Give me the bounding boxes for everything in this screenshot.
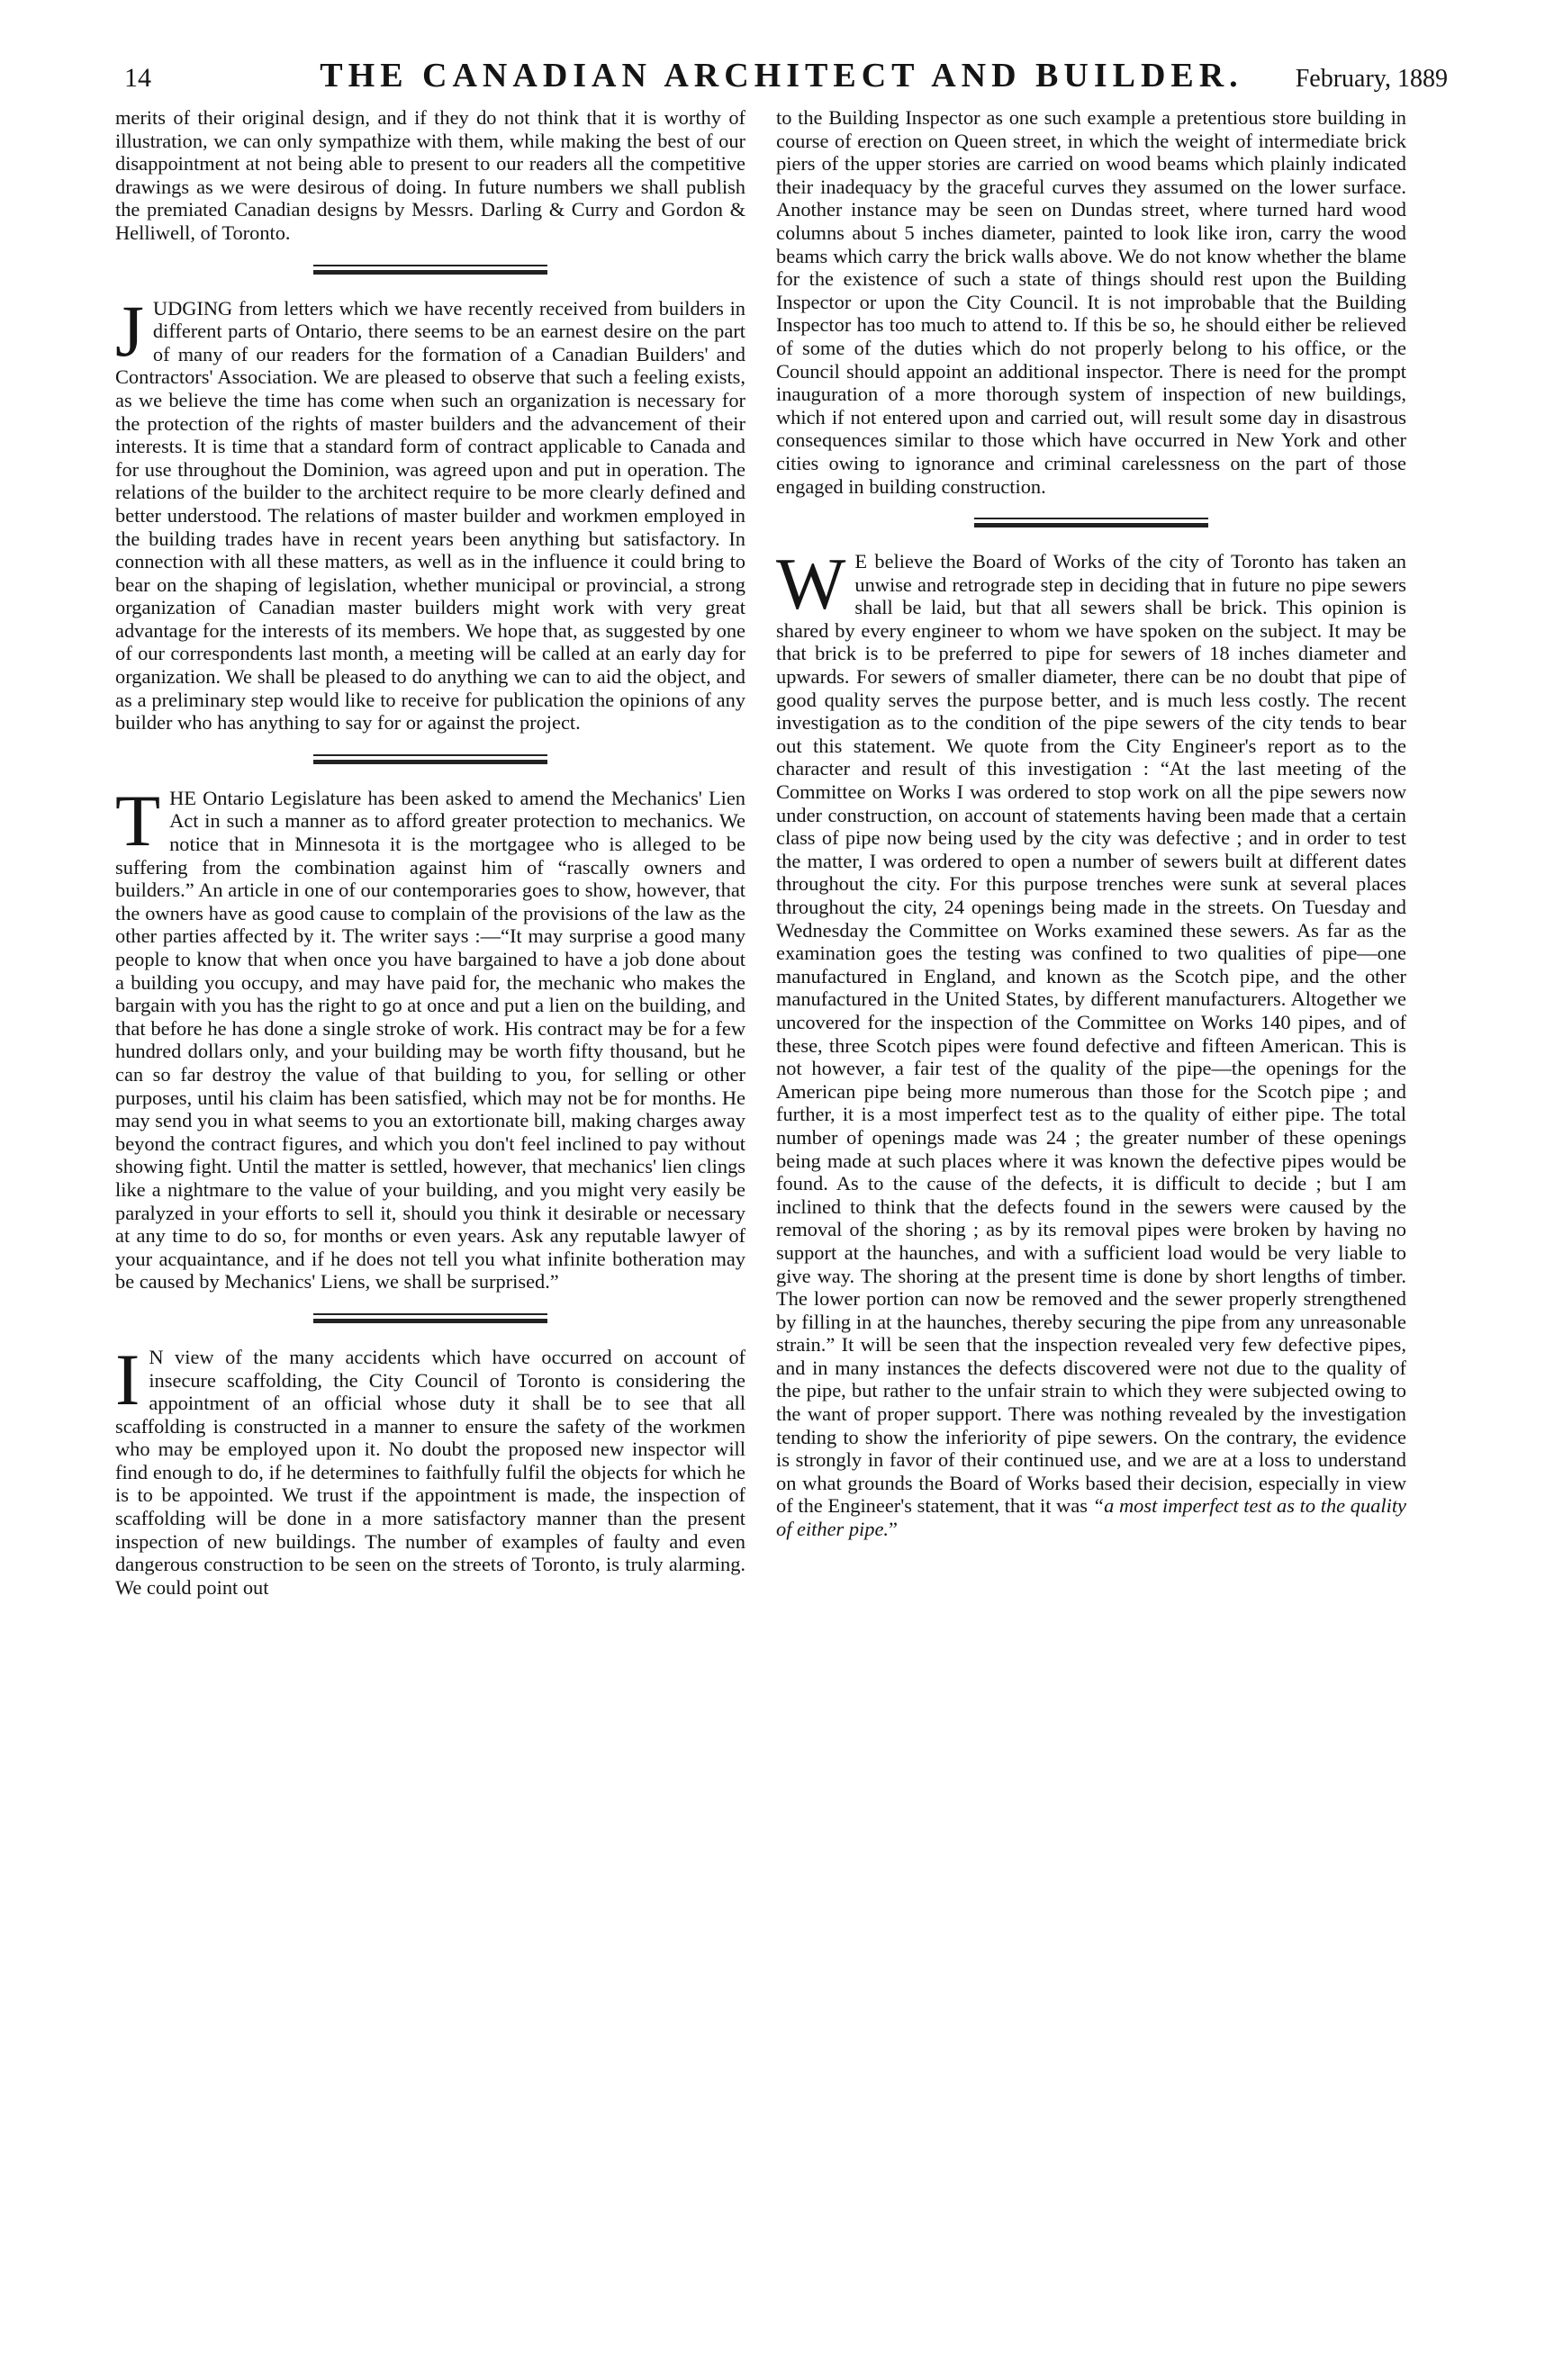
section-divider <box>313 1313 547 1326</box>
article-mechanics-lien <box>115 779 745 1294</box>
lead-word: E <box>854 550 868 573</box>
right-column <box>776 106 1406 1541</box>
page-number: 14 <box>124 63 151 93</box>
section-divider <box>313 265 547 277</box>
drop-cap: I <box>115 1338 140 1420</box>
article-body <box>115 779 745 1294</box>
article-body <box>115 1338 745 1600</box>
article-text: from letters which we have recently received from builders in different parts of Ontario, there seems to be an earnest desire on the part of many of our readers for the formation of a Canadian Builders' and Contractors' Association. We are pleased to observe that such a feeling exists, as we believe the time has come when such an organization is necessary for the protection of the rights of master builders and the advancement of their interests. It is time that a standard form of contract applicable to Canada and for use throughout the Dominion, was agreed upon and put in operation. The relations of the builder to the architect require to be more clearly defined and better understood. The relations of master builder and workmen employed in the building trades have in recent years been anything but satisfactory. In connection with all these matters, as well as in the influence it could bring to bear on the shaping of legislation, whether municipal or provincial, a strong organization of Canadian master builders might work with very great advantage for the interests of its members. We hope that, as suggested by one of our correspondents last month, a meeting will be called at an early day for organization. We shall be pleased to do anything we can to aid the object, and as a preliminary step would like to receive for publication the opinions of any builder who has anything to say for or against the project. <box>115 296 745 735</box>
article-text: believe the Board of Works of the city of Toronto has taken an unwise and retrograde step in deciding that in future no pipe sewers shall be laid, but that all sewers shall be brick. This opinion is shared by every engineer to whom we have spoken on the subject. It may be that brick is to be preferred to pipe for sewers of 18 inches diameter and upwards. For sewers of smaller diameter, there can be no doubt that pipe of good quality serves the purpose better, and is much less costly. The recent investigation as to the condition of the pipe sewers of the city tends to bear out this statement. We quote from the City Engineer's report as to the character and result of this investigation : “At the last meeting of the Committee on Works I was ordered to stop work on all the pipe sewers now under construction, on account of statements having been made that a certain class of pipe now being used by the city was defective ; and in order to test the matter, I was ordered to open a number of sewers built at different dates throughout the city. For this purpose trenches were sunk at several places throughout the city, 24 openings being made in the streets. On Tuesday and Wednesday the Committee on Works examined these sewers. As far as the examination goes the testing was confined to two qualities of pipe—one manufactured in England, and known as the Scotch pipe, and the other manufactured in the United States, by different manufacturers. Altogether we uncovered for the inspection of the Committee on Works 140 pipes, and of these, three Scotch pipes were found defective and fifteen American. This is not however, a fair test of the quality of the pipe—the openings for the American pipe being more numerous than those for the Scotch pipe ; and further, it is a most imperfect test as to the quality of either pipe. The total number of openings made was 24 ; the greater number of these openings being made at such places where it was known the defective pipes would be found. As to the cause of the defects, it is difficult to decide ; but I am inclined to think that the defects found in the sewers were caused by the removal of the shoring ; as by its removal pipes were broken by having no support at the haunches, and with a sufficient load would be very liable to give way. The shoring at the present time is done by short lengths of timber. The lower portion can now be removed and the sewer properly strengthened by filling in at the haunches, thereby securing the pipe from any unreasonable strain.” It will be seen that the inspection revealed very few defective pipes, and in many instances the defects discovered were not due to the quality of the pipe, but rather to the unfair strain to which they were subjected owing to the want of proper support. There was nothing revealed by the investigation tending to show the inferiority of pipe sewers. On the contrary, the evidence is strongly in favor of their continued use, and we are at a loss to understand on what grounds the Board of Works based their decision, especially in view of the Engineer's statement, that it was <box>776 550 1406 1518</box>
article-builders-association <box>115 289 745 735</box>
continuation-paragraph: to the Building Inspector as one such example a pretentious store building in course of erection on Queen street, in which the weight of intermediate brick piers of the upper stories are carried on wood beams which plainly indicated their inadequacy by the graceful curves they assumed on the lower surface. Another instance may be seen on Dundas street, where turned hard wood columns about 5 inches diameter, painted to look like iron, carry the wood beams which carry the brick walls above. We do not know whether the blame for the existence of such a state of things should rest upon the Building Inspector or upon the City Council. It is not improbable that the Building Inspector has too much to attend to. If this be so, he should either be relieved of some of the duties which do not properly belong to his office, or the Council should appoint an additional inspector. There is need for the prompt inauguration of a more thorough system of inspection of new buildings, which if not entered upon and carried out, will result some day in disastrous consequences similar to those which have occurred in New York and other cities owing to ignorance and criminal carelessness on the part of those engaged in building construction. <box>776 106 1406 498</box>
lead-word: UDGING <box>152 296 233 320</box>
continuation-paragraph: merits of their original design, and if they do not think that it is worthy of illustration, we can only sympathize with them, while making the best of our disappointment at not being able to present to our readers all the competitive drawings as we were desirous of doing. In future numbers we shall publish the premiated Canadian designs by Messrs. Darling & Curry and Gordon & Helliwell, of Toronto. <box>115 106 745 244</box>
publication-title: THE CANADIAN ARCHITECT AND BUILDER. <box>320 57 1243 95</box>
article-body <box>776 543 1406 1541</box>
article-pipe-sewers <box>776 543 1406 1541</box>
section-divider <box>974 518 1208 530</box>
drop-cap: T <box>115 779 161 861</box>
closing-quote: ” <box>889 1518 898 1541</box>
article-text: Ontario Legislature has been asked to amend the Mechanics' Lien Act in such a manner as to afford greater protection to mechanics. We notice that in Minnesota it is the mortgagee who is alleged to be suffering from the combination against him of “rascally owners and builders.” An article in one of our contemporaries goes to show, however, that the owners have as good cause to complain of the provisions of the law as the other parties affected by it. The writer says :—“It may surprise a good many people to know that when once you have bargained to have a job done about a building you occupy, and may have paid for, the mechanic who makes the bargain with you has the right to go at once and put a lien on the building, and that before he has done a single stroke of work. His contract may be for a few hundred dollars only, and your building may be worth fifty thousand, but he can so far destroy the value of that building to you, for selling or other purposes, until his claim has been satisfied, which may not be for months. He may send you in what seems to you an extortionate bill, making charges away beyond the contract figures, and which you don't feel inclined to pay without showing fight. Until the matter is settled, however, that mechanics' lien clings like a nightmare to the value of your building, and you might very easily be paralyzed in your efforts to sell it, should you think it desirable or necessary at any time to do so, for months or even years. Ask any reputable lawyer of your acquaintance, and if he does not tell you what infinite botheration may be caused by Mechanics' Liens, we shall be surprised.” <box>115 786 745 1294</box>
drop-cap: W <box>776 543 846 626</box>
lead-word: HE <box>169 786 196 809</box>
section-divider <box>313 754 547 767</box>
issue-date: February, 1889 <box>1295 65 1448 93</box>
article-text: view of the many accidents which have occurred on account of insecure scaffolding, the City Council of Toronto is considering the appointment of an official whose duty it shall be to see that all scaffolding is constructed in a manner to ensure the safety of the workmen who may be employed upon it. No doubt the proposed new inspector will find enough to do, if he determines to faithfully fulfil the objects for which he is to be appointed. We trust if the appointment is made, the inspection of scaffolding will be done in a more satisfactory manner than the present inspection of new buildings. The number of examples of faulty and even dangerous construction to be seen on the streets of Toronto, is truly alarming. We could point out <box>115 1345 745 1599</box>
article-body <box>115 289 745 735</box>
italic-quote: “a most imperfect test as to the quality of either pipe. <box>776 1494 1406 1541</box>
page-header <box>115 54 1448 101</box>
drop-cap: J <box>115 289 144 372</box>
article-scaffolding <box>115 1338 745 1600</box>
lead-word: N <box>149 1345 164 1368</box>
left-column <box>115 106 745 1599</box>
